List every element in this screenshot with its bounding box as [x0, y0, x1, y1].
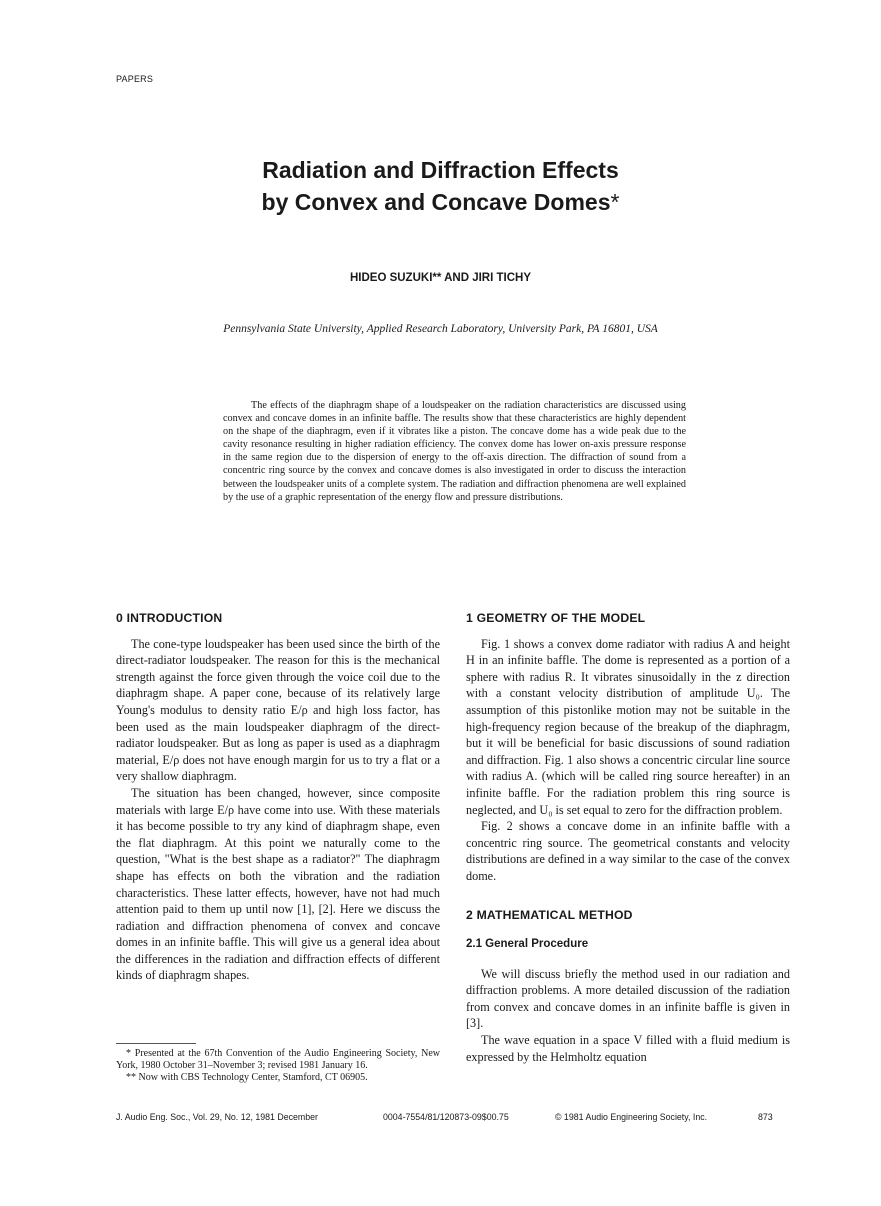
section-heading-introduction: 0 INTRODUCTION: [116, 611, 223, 625]
affiliation: Pennsylvania State University, Applied Research Laboratory, University Park, PA 16801, USA: [223, 323, 658, 335]
footer-journal: J. Audio Eng. Soc., Vol. 29, No. 12, 1981 December: [116, 1112, 318, 1122]
paragraph: We will discuss briefly the method used in our radiation and diffraction problems. A more detailed discussion of the radiation from convex and concave domes in an infinite baffle is given in [3].: [466, 966, 790, 1031]
footnote: * Presented at the 67th Convention of the Audio Engineering Society, New York, 1980 October 31–November 3; revised 1981 January 16.: [116, 1048, 440, 1071]
authors: HIDEO SUZUKI** AND JIRI TICHY: [349, 272, 532, 284]
section-heading-geometry: 1 GEOMETRY OF THE MODEL: [466, 611, 646, 625]
paragraph: Fig. 2 shows a concave dome in an infinite baffle with a concentric ring source. The geometrical constants and velocity distributions are defined in a way similar to the case of the convex dome.: [466, 819, 790, 883]
paper-title: [0, 154, 881, 218]
footnote: ** Now with CBS Technology Center, Stamford, CT 06905.: [126, 1071, 368, 1083]
paragraph: Fig. 1 shows a convex dome radiator with radius A and height H in an infinite baffle. The dome is represented as a portion of a sphere with radius R. It vibrates sinusoidally in the z direction with a constant velocity distribution of amplitude U₀. The assumption of this pistonlike motion may not be suitable in the high-frequency region because of the breakup of the diaphragm, but it will be beneficial for basic discussions of sound radiation and diffraction. Fig. 1 also shows a concentric circular line source with radius A. (which will be called ring source hereafter) in an infinite baffle. For the radiation problem this ring source is neglected, and U₀ is set equal to zero for the diffraction problem.: [466, 636, 790, 817]
page-number: 873: [758, 1112, 773, 1122]
abstract: The effects of the diaphragm shape of a loudspeaker on the radiation characteristics are discussed using convex and concave domes in an infinite baffle. The results show that these characteristics are highly dependent on the shape of the diaphragm, even if it vibrates like a piston. The concave dome has a wide peak due to the cavity resonance resulting in higher radiation efficiency. The convex dome has lower on-axis pressure response in the same region due to the dispersion of energy to the off-axis direction. The diffraction of sound from a concentric ring source by the convex and concave domes is also investigated in order to discuss the interaction between the loudspeaker units of a complete system. The radiation and diffraction phenomena are well explained by the use of a graphic representation of the energy flow and pressure distributions.: [223, 400, 686, 503]
subsection-heading: 2.1 General Procedure: [466, 938, 589, 951]
right-column: [466, 610, 790, 1065]
paragraph: The cone-type loudspeaker has been used since the birth of the direct-radiator loudspeaker. The reason for this is the mechanical strength against the force given through the voice coil due to the diaphragm shape. A paper cone, because of its relatively large Young's modulus to density ratio E/ρ and high loss factor, has been used as the main loudspeaker diaphragm of the direct-radiator loudspeaker. But as long as paper is used as a diaphragm material, E/ρ does not have enough margin for us to try a flat or a very shallow diaphragm.: [116, 636, 440, 784]
title-line-2-text: by Convex and Concave Domes: [261, 189, 611, 215]
footnotes: [116, 1048, 440, 1083]
footer-code: 0004-7554/81/120873-09$00.75: [383, 1112, 509, 1122]
section-heading-method: 2 MATHEMATICAL METHOD: [466, 907, 633, 922]
left-column: [116, 610, 440, 984]
title-line-1: Radiation and Diffraction Effects: [262, 157, 619, 183]
title-line-2: [0, 186, 881, 218]
footer-copyright: © 1981 Audio Engineering Society, Inc.: [555, 1112, 708, 1122]
title-footnote-mark: *: [610, 189, 620, 215]
footnote-rule: [116, 1043, 196, 1044]
paragraph: The wave equation in a space V filled with a fluid medium is expressed by the Helmholtz equation: [466, 1033, 790, 1064]
section-label: PAPERS: [116, 74, 154, 84]
paragraph: The situation has been changed, however, since composite materials with large E/ρ have come into use. With these materials it has become possible to try any kind of diaphragm shape, even the flat diaphragm. At this point we naturally come to the question, "What is the best shape as a radiator?" The diaphragm shape has effects on both the vibration and the radiation characteristics. These latter effects, however, have not had much attention paid to them up until now [1], [2]. Here we discuss the radiation and diffraction phenomena of convex and concave domes in an infinite baffle. This will give us a general idea about the differences in the radiation and diffraction effects of different kinds of diaphragm shapes.: [116, 785, 440, 983]
